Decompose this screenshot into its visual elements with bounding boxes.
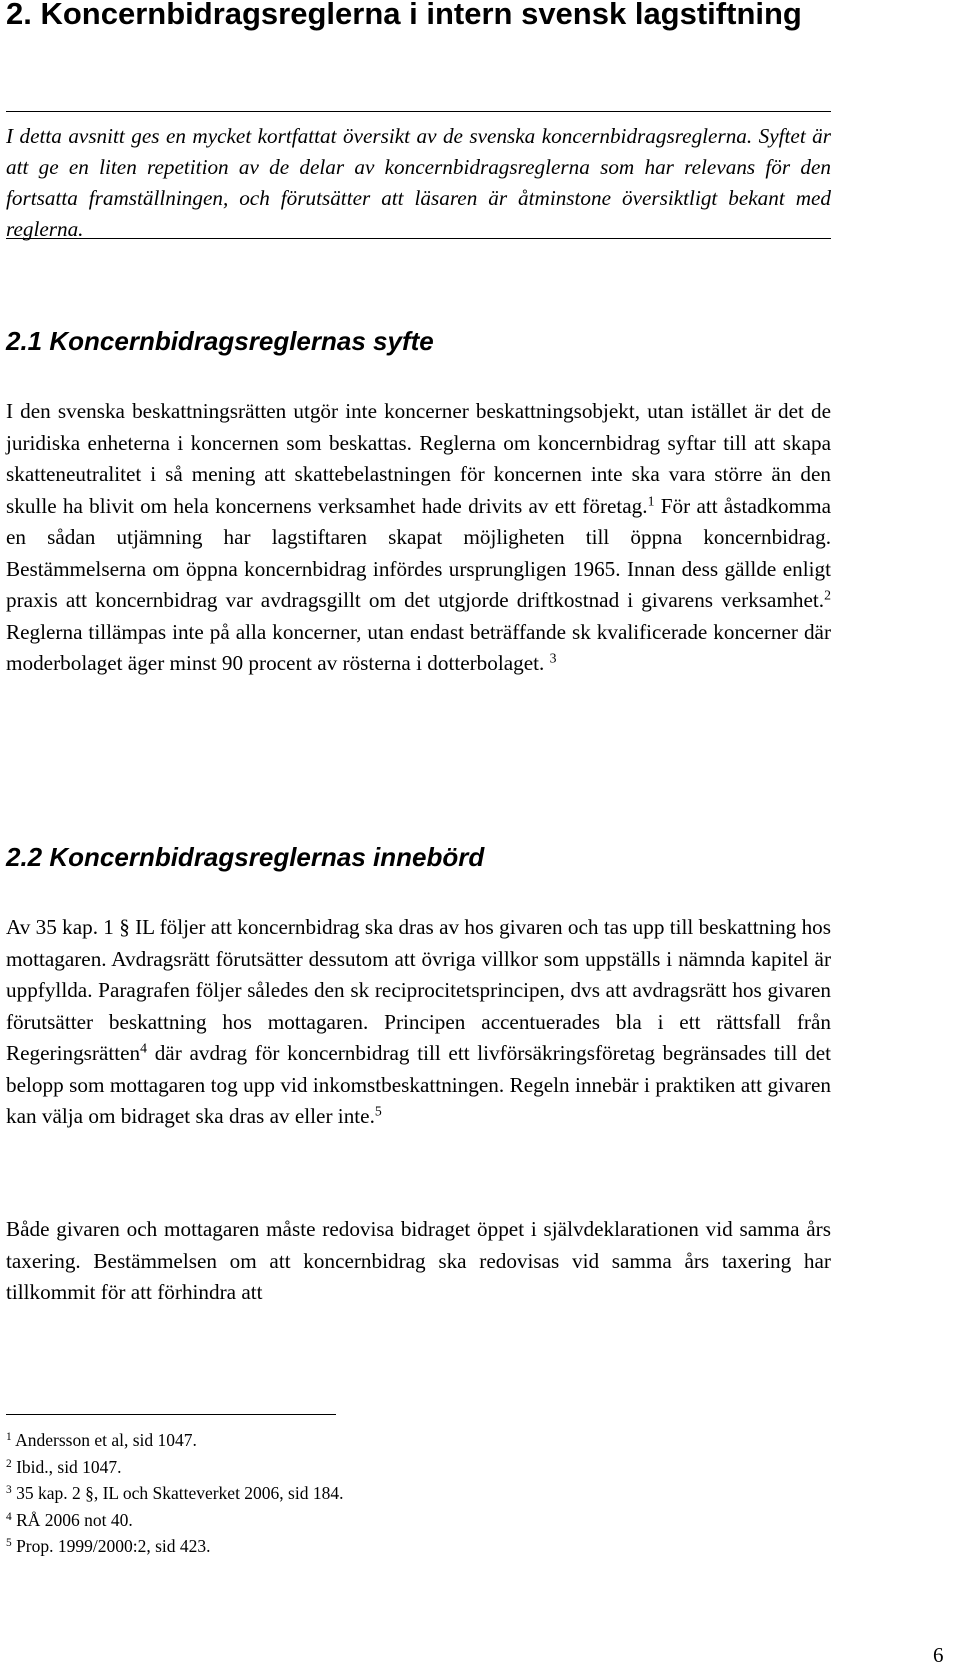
footnote (6, 1507, 831, 1534)
paragraph-text: Reglerna tillämpas inte på alla koncerner, utan endast beträffande sk kvalificerade koncerner där moderbolaget äger minst 90 procent av rösterna i dotterbolaget. (6, 619, 831, 675)
footnote (6, 1427, 831, 1454)
section-2-1-paragraph (6, 396, 831, 680)
paragraph-text: I den svenska beskattningsrätten utgör inte koncerner beskattningsobjekt, utan istället är det de juridiska enheterna i koncernen som beskattas. Reglerna om koncernbidrag syftar till att skapa skatteneutralitet i så mening att skattebelastningen för koncernen inte ska vara större än den skulle ha blivit om hela koncernens verksamhet hade drivits av ett företag. (6, 399, 831, 518)
footnote-ref[interactable]: 5 (374, 1103, 382, 1119)
footnote-ref[interactable]: 1 (647, 492, 655, 508)
footnote-number: 5 (6, 1536, 12, 1549)
page-number: 6 (933, 1643, 944, 1667)
footnote (6, 1533, 831, 1560)
footnote-text: Prop. 1999/2000:2, sid 423. (11, 1536, 211, 1556)
footnote-text: Ibid., sid 1047. (11, 1456, 122, 1477)
footnote-number: 1 (6, 1430, 12, 1443)
section-2-2-heading: 2.2 Koncernbidragsreglernas innebörd (6, 842, 485, 872)
footnote-ref[interactable]: 3 (549, 650, 557, 666)
footnote-text: 35 kap. 2 §, IL och Skatteverket 2006, sid 184. (11, 1483, 344, 1503)
footnote-number: 3 (6, 1483, 12, 1496)
section-2-2-paragraph-1 (6, 912, 831, 1133)
chapter-heading: 2. Koncernbidragsreglerna i intern svensk lagstiftning (6, 0, 802, 31)
paragraph-text: där avdrag för koncernbidrag till ett livförsäkringsföretag begränsades till det belopp som mottagaren tog upp vid inkomstbeskattningen. Regeln innebär i praktiken att givaren kan välja om bidraget ska dras av eller inte. (6, 1041, 831, 1128)
section-2-1-heading: 2.1 Koncernbidragsreglernas syfte (6, 326, 434, 356)
footnote-number: 2 (6, 1457, 12, 1470)
intro-bottom-rule (6, 238, 831, 239)
intro-top-rule (6, 111, 831, 112)
footnote-number: 4 (6, 1510, 12, 1523)
footnote-list (6, 1427, 831, 1560)
intro-paragraph: I detta avsnitt ges en mycket kortfattat översikt av de svenska koncernbidragsreglerna. Syftet är att ge en liten repetition av de delar av koncernbidragsreglerna som har relevans för den fortsatta framställningen, och förutsätter att läsaren är åtminstone översiktligt bekant med reglerna. (6, 124, 831, 241)
section-2-2-paragraph-2: Både givaren och mottagaren måste redovisa bidraget öppet i självdeklarationen vid samma års taxering. Bestämmelsen om att koncernbidrag ska redovisas vid samma års taxering har tillkommit för att förhindra att (6, 1217, 831, 1304)
footnote-separator (6, 1414, 336, 1415)
footnote (6, 1454, 831, 1481)
footnote-ref[interactable]: 4 (140, 1040, 148, 1056)
footnote-text: RÅ 2006 not 40. (11, 1509, 133, 1530)
footnote-ref[interactable]: 2 (824, 587, 831, 603)
paragraph-text: För att åstadkomma en sådan utjämning har lagstiftaren skapat möjligheten till öppna koncernbidrag. Bestämmelserna om öppna koncernbidrag infördes ursprungligen 1965. Innan dess gällde enligt praxis att koncernbidrag var avdragsgillt om det utgjorde driftkostnad i givarens verksamhet. (6, 493, 831, 612)
paragraph-text: Av 35 kap. 1 § IL följer att koncernbidrag ska dras av hos givaren och tas upp till beskattning hos mottagaren. Avdragsrätt förutsätter dessutom att övriga villkor som uppställs i nämnda kapitel är uppfyllda. Paragrafen följer således den sk reciprocitetsprincipen, dvs att avdragsrätt hos givaren förutsätter beskattning hos mottagaren. Principen accentuerades bla i ett rättsfall från Regeringsrätten (6, 915, 831, 1065)
footnote (6, 1480, 831, 1507)
footnote-text: Andersson et al, sid 1047. (11, 1430, 197, 1450)
